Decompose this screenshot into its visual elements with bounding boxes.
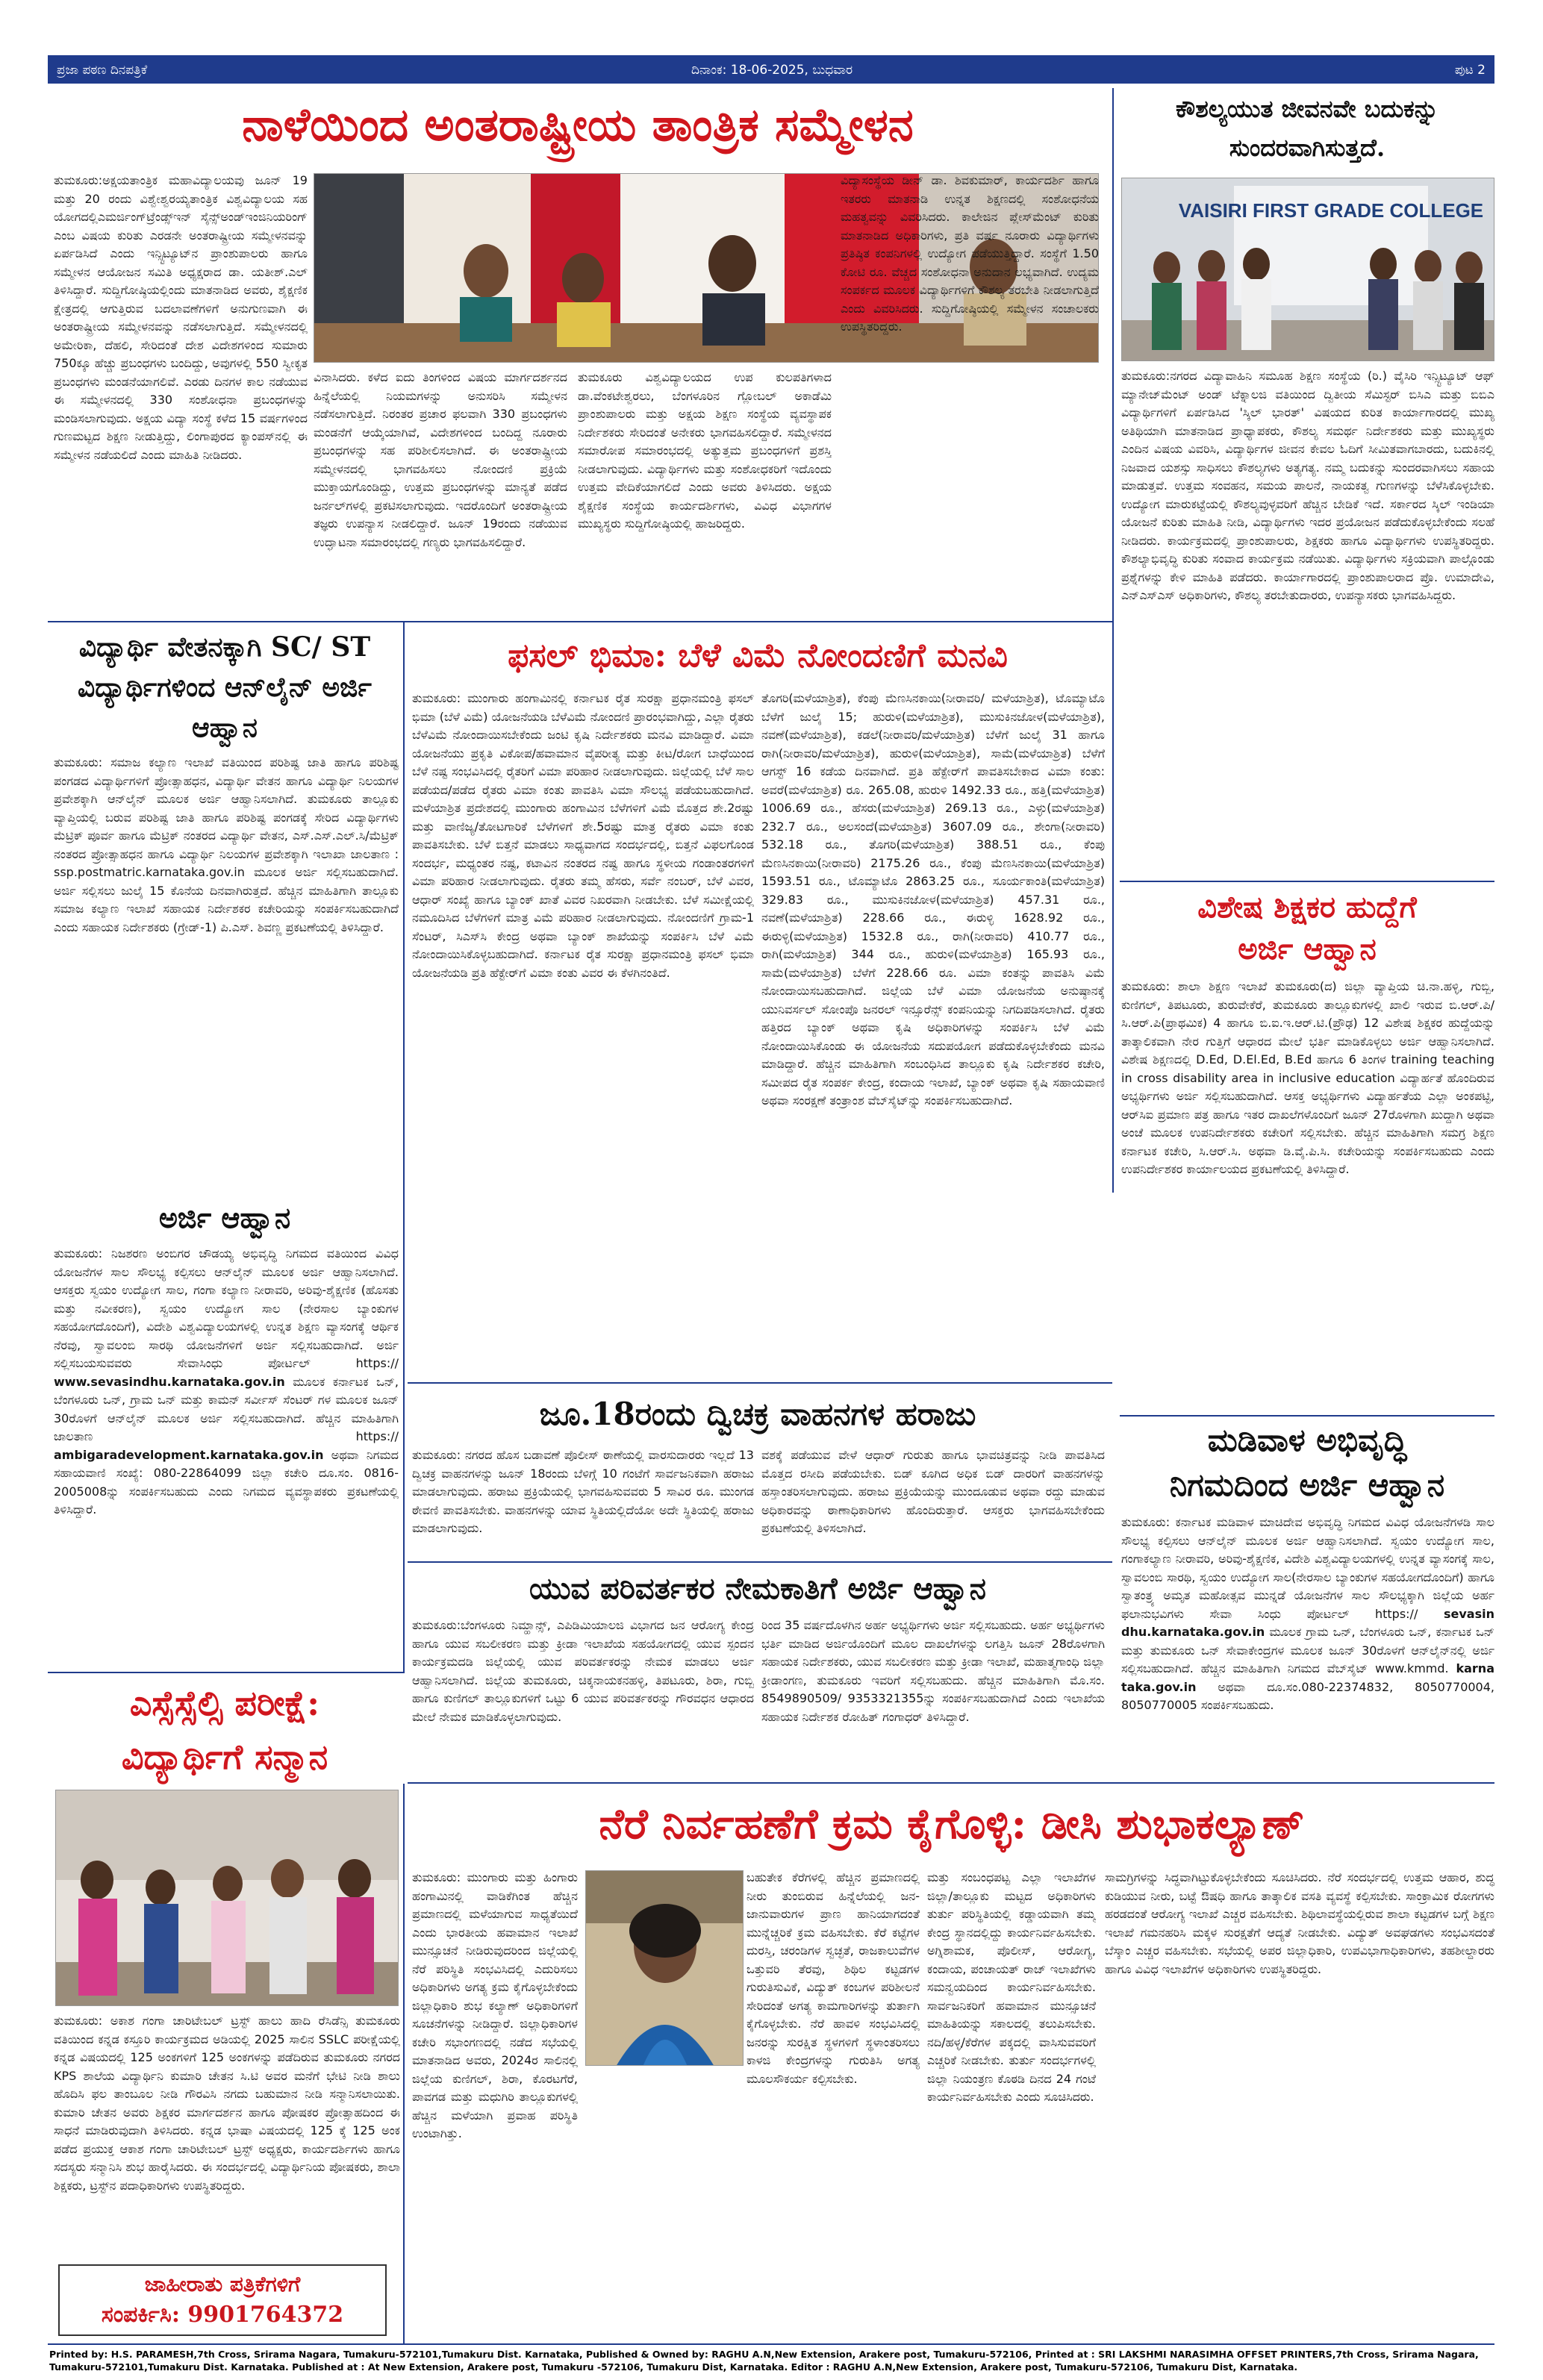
ambiga-text-c: ಅಥವಾ ನಿಗಮದ ಸಹಾಯವಾಣಿ ಸಂಖ್ಯೆ: 080-22864099 ಜಿಲ್ಲಾ ಕಚೇರಿ ದೂ.ಸಂ. 0816-2005008ನ್ನು ಸಂಪರ್ಕಿಸಬಹುದು ಎಂದು ನಿಗಮದ ವ್ಯವಸ್ಥಾಪಕರು ಪ್ರಕಟಣೆಯಲ್ಲಿ ತಿಳಿಸಿದ್ದಾರೆ.: [54, 1447, 399, 1517]
skills-photo: [1121, 178, 1494, 361]
ambiga-text-a: ತುಮಕೂರು: ನಿಜಶರಣ ಅಂಬಿಗರ ಚೌಡಯ್ಯ ಅಭಿವೃದ್ಧಿ ನಿಗಮದ ವತಿಯಿಂದ ವಿವಿಧ ಯೋಜನೆಗಳ ಸಾಲ ಸೌಲಭ್ಯ ಕಲ್ಪಿಸಲು ಆನ್‌ಲೈನ್ ಮೂಲಕ ಅರ್ಜಿ ಆಹ್ವಾನಿಸಲಾಗಿದೆ. ಆಸಕ್ತರು ಸ್ವಯಂ ಉದ್ಯೋಗ ಸಾಲ, ಗಂಗಾ ಕಲ್ಯಾಣ ನೀರಾವರಿ, ಅರಿವು-ಶೈಕ್ಷಣಿಕ (ಹೊಸತು ಮತ್ತು ನವೀಕರಣ), ಸ್ವಯಂ ಉದ್ಯೋಗ ಸಾಲ (ನೇರಸಾಲ ಬ್ಯಾಂಕುಗಳ ಸಹಯೋಗದೊಂದಿಗೆ), ವಿದೇಶಿ ವಿಶ್ವವಿದ್ಯಾಲಯಗಳಲ್ಲಿ ಉನ್ನತ ಶಿಕ್ಷಣ ವ್ಯಾಸಂಗಕ್ಕೆ ಆರ್ಥಿಕ ನೆರವು, ಸ್ವಾವಲಂಬಿ ಸಾರಥಿ ಯೋಜನೆಗಳಿಗೆ ಅರ್ಜಿ ಸಲ್ಲಿಸಬಹುದಾಗಿದೆ. ಅರ್ಜಿ ಸಲ್ಲಿಸಬಯಸುವವರು ಸೇವಾಸಿಂಧು ಪೋರ್ಟಲ್ https://: [54, 1246, 399, 1370]
banner-text: VAISIRI FIRST GRADE COLLEGE: [1178, 199, 1484, 222]
ad-line-1: ಜಾಹೀರಾತು ಪತ್ರಿಕೆಗಳಿಗೆ: [144, 2272, 301, 2296]
auction-col-2: ವಶಕ್ಕೆ ಪಡೆಯುವ ವೇಳೆ ಆಧಾರ್ ಗುರುತು ಹಾಗೂ ಭಾವಚಿತ್ರವನ್ನು ನೀಡಿ ಪಾವತಿಸಿದ ಮೊತ್ತದ ರಸೀದಿ ಪಡೆಯಬೇಕು. ಬಿಡ್ ಕೂಗಿದ ಅಧಿಕ ಬಿಡ್ ದಾರರಿಗೆ ವಾಹನಗಳನ್ನು ಹಸ್ತಾಂತರಿಸಲಾಗುವುದು. ಹರಾಜು ಪ್ರಕ್ರಿಯೆಯನ್ನು ಮುಂದೂಡುವ ಅಥವಾ ರದ್ದು ಮಾಡುವ ಅಧಿಕಾರವನ್ನು ಠಾಣಾಧಿಕಾರಿಗಳು ಹೊಂದಿರುತ್ತಾರೆ. ಆಸಕ್ತರು ಭಾಗವಹಿಸಬೇಕೆಂದು ಪ್ರಕಟಣೆಯಲ್ಲಿ ತಿಳಿಸಲಾಗಿದೆ.: [761, 1448, 1105, 1535]
section-rule: [1120, 881, 1494, 882]
auction-col-1: ತುಮಕೂರು: ನಗರದ ಹೊಸ ಬಡಾವಣೆ ಪೊಲೀಸ್ ಠಾಣೆಯಲ್ಲಿ ವಾರಸುದಾರರು ಇಲ್ಲದೆ 13 ದ್ವಿಚಕ್ರ ವಾಹನಗಳನ್ನು ಜೂನ್ 18ರಂದು ಬೆಳಿಗ್ಗೆ 10 ಗಂಟೆಗೆ ಸಾರ್ವಜನಿಕವಾಗಿ ಹರಾಜು ಮಾಡಲಾಗುವುದು. ಹರಾಜು ಪ್ರಕ್ರಿಯೆಯಲ್ಲಿ ಭಾಗವಹಿಸುವವರು 5 ಸಾವಿರ ರೂ. ಮುಂಗಡ ಠೇವಣಿ ಪಾವತಿಸಬೇಕು. ವಾಹನಗಳನ್ನು ಯಾವ ಸ್ಥಿತಿಯಲ್ಲಿದೆಯೋ ಅದೇ ಸ್ಥಿತಿಯಲ್ಲಿ ಹರಾಜು ಮಾಡಲಾಗುವುದು.: [412, 1448, 754, 1535]
madivala-url-2[interactable]: karna taka.gov.in: [1121, 1661, 1494, 1694]
sslc-body: ತುಮಕೂರು: ಅಕಾಶ ಗಂಗಾ ಚಾರಿಟೇಬಲ್ ಟ್ರಸ್ಟ್ ಹಾಲು ಹಾದಿ ರೆಸಿಡೆನ್ಸಿ ತುಮಕೂರು ವತಿಯಿಂದ ಕನ್ನಡ ಕಸ್ತೂರಿ ಕಾರ್ಯಕ್ರಮದ ಅಡಿಯಲ್ಲಿ 2025 ಸಾಲಿನ SSLC ಪರೀಕ್ಷೆಯಲ್ಲಿ ಕನ್ನಡ ವಿಷಯದಲ್ಲಿ 125 ಅಂಕಗಳಿಗೆ 125 ಅಂಕಗಳನ್ನು ಪಡೆದಿರುವ ತುಮಕೂರು ನಗರದ KPS ಶಾಲೆಯ ವಿದ್ಯಾರ್ಥಿನಿ ಕುಮಾರಿ ಚೇತನ ಸಿ.ಟಿ ಅವರ ಮನೆಗೆ ಭೇಟಿ ನೀಡಿ ಶಾಲು ಹೊದಿಸಿ ಫಲ ತಾಂಬೂಲ ನೀಡಿ ಗೌರವಿಸಿ ನಗದು ಬಹುಮಾನ ನೀಡಿ ಸನ್ಮಾನಿಸಲಾಯಿತು. ಕುಮಾರಿ ಚೇತನ ಅವರು ಶಿಕ್ಷಕರ ಮಾರ್ಗದರ್ಶನ ಹಾಗೂ ಪೋಷಕರ ಪ್ರೋತ್ಸಾಹದಿಂದ ಈ ಸಾಧನೆ ಮಾಡಿರುವುದಾಗಿ ತಿಳಿಸಿದರು. ಕನ್ನಡ ಭಾಷಾ ವಿಷಯದಲ್ಲಿ 125 ಕ್ಕೆ 125 ಅಂಕ ಪಡೆದ ಪ್ರಯುಕ್ತ ಆಕಾಶ ಗಂಗಾ ಚಾರಿಟೇಬಲ್ ಟ್ರಸ್ಟ್ ಅಧ್ಯಕ್ಷರು, ಕಾರ್ಯದರ್ಶಿಗಳು ಹಾಗೂ ಸದಸ್ಯರು ಸನ್ಮಾನಿಸಿ ಶುಭ ಹಾರೈಸಿದರು. ಈ ಸಂದರ್ಭದಲ್ಲಿ ವಿದ್ಯಾರ್ಥಿನಿಯ ಪೋಷಕರು, ಶಾಲಾ ಶಿಕ್ಷಕರು, ಟ್ರಸ್ಟ್‌ನ ಪದಾಧಿಕಾರಿಗಳು ಉಪಸ್ಥಿತರಿದ್ದರು.: [54, 2014, 400, 2193]
auction-headline: ಜೂ.18ರಂದು ದ್ವಿಚಕ್ರ ವಾಹನಗಳ ಹರಾಜು: [539, 1396, 976, 1432]
section-rule: [408, 1382, 1112, 1384]
flood-headline: ನೆರೆ ನಿರ್ವಹಣೆಗೆ ಕ್ರಮ ಕೈಗೊಳ್ಳಿ: ಡೀಸಿ ಶುಭಾಕಲ್ಯಾಣ್: [599, 1799, 1305, 1849]
madivala-url-1[interactable]: sevasin dhu.karnataka.gov.in: [1121, 1606, 1494, 1639]
college-event-image: [1122, 178, 1494, 361]
column-rule: [1112, 88, 1114, 1193]
section-rule: [48, 621, 1112, 622]
skills-body: ತುಮಕೂರು:ನಗರದ ವಿದ್ಯಾವಾಹಿನಿ ಸಮೂಹ ಶಿಕ್ಷಣ ಸಂಸ್ಥೆಯ (ರಿ.) ವೈಸಿರಿ ಇನ್ಸ್ಟಿಟ್ಯೂಟ್ ಆಫ್ ಮ್ಯಾನೇಜ್‌ಮೆಂಟ್ ಅಂಡ್ ಟೆಕ್ನಾಲಜಿ ವತಿಯಿಂದ ದ್ವಿತೀಯ ಸೆಮಿಸ್ಟರ್ ಬಿಸಿಎ ಮತ್ತು ಬಿಬಿಎ ವಿದ್ಯಾರ್ಥಿಗಳಿಗೆ ಏರ್ಪಡಿಸಿದ 'ಸ್ಕಿಲ್ ಭಾರತ್' ವಿಷಯದ ಕುರಿತ ಕಾರ್ಯಾಗಾರದಲ್ಲಿ ಮುಖ್ಯ ಅತಿಥಿಯಾಗಿ ಮಾತನಾಡಿದ ಪ್ರಾಧ್ಯಾಪಕರು, ಕೌಶಲ್ಯ ಸಮರ್ಥ ನಿರ್ದೇಶಕರು ಮತ್ತು ಮುಖ್ಯಸ್ಥರು ಎಂದಿನ ವಿಷಯ ವಿವರಿಸಿ, ವಿದ್ಯಾರ್ಥಿಗಳ ಜೀವನ ಕೇವಲ ಓದಿಗೆ ಸೀಮಿತವಾಗಬಾರದು, ಬದುಕಿನಲ್ಲಿ ನಿಜವಾದ ಯಶಸ್ಸು ಸಾಧಿಸಲು ಕೌಶಲ್ಯಗಳು ಅತ್ಯಗತ್ಯ. ನಮ್ಮ ಬದುಕನ್ನು ಸುಂದರವಾಗಿಸಲು ಸಹಾಯ ಮಾಡುತ್ತವೆ. ಉತ್ತಮ ಸಂವಹನ, ಸಮಯ ಪಾಲನೆ, ನಾಯಕತ್ವ ಗುಣಗಳನ್ನು ಬೆಳೆಸಿಕೊಳ್ಳಬೇಕು. ಉದ್ಯೋಗ ಮಾರುಕಟ್ಟೆಯಲ್ಲಿ ಕೌಶಲ್ಯವುಳ್ಳವರಿಗೆ ಹೆಚ್ಚಿನ ಬೇಡಿಕೆ ಇದೆ. ಸರ್ಕಾರದ ಸ್ಕಿಲ್ ಇಂಡಿಯಾ ಯೋಜನೆ ಕುರಿತು ಮಾಹಿತಿ ನೀಡಿ, ವಿದ್ಯಾರ್ಥಿಗಳು ಇದರ ಪ್ರಯೋಜನ ಪಡೆದುಕೊಳ್ಳಬೇಕೆಂದು ಸಲಹೆ ನೀಡಿದರು. ಕಾರ್ಯಕ್ರಮದಲ್ಲಿ ಪ್ರಾಂಶುಪಾಲರು, ಶಿಕ್ಷಕರು ಹಾಗೂ ವಿದ್ಯಾರ್ಥಿಗಳು ಉಪಸ್ಥಿತರಿದ್ದರು. ಕೌಶಲ್ಯಾಭಿವೃದ್ಧಿ ಕುರಿತು ಸಂವಾದ ಕಾರ್ಯಕ್ರಮ ನಡೆಯಿತು. ವಿದ್ಯಾರ್ಥಿಗಳು ಸಕ್ರಿಯವಾಗಿ ಪಾಲ್ಗೊಂಡು ಪ್ರಶ್ನೆಗಳನ್ನು ಕೇಳಿ ಮಾಹಿತಿ ಪಡೆದರು. ಕಾರ್ಯಾಗಾರದಲ್ಲಿ ಪ್ರಾಂಶುಪಾಲರಾದ ಪ್ರೊ. ಉಮಾದೇವಿ, ಎನ್‌ಎಸ್ಎಸ್ ಅಧಿಕಾರಿಗಳು, ಕೌಶಲ್ಯ ತರಬೇತುದಾರರು, ಉಪನ್ಯಾಸಕರು ಭಾಗವಹಿಸಿದ್ದರು.: [1121, 369, 1494, 602]
flood-col-2: ಬಹುತೇಕ ಕೆರೆಗಳಲ್ಲಿ ಹೆಚ್ಚಿನ ಪ್ರಮಾಣದಲ್ಲಿ ನೀರು ತುಂಬಿರುವ ಹಿನ್ನೆಲೆಯಲ್ಲಿ ಜನ-ಜಾನುವಾರುಗಳ ಪ್ರಾಣ ಹಾನಿಯಾಗದಂತೆ ಮುನ್ನೆಚ್ಚರಿಕೆ ಕ್ರಮ ವಹಿಸಬೇಕು. ಕೆರೆ ಕಟ್ಟೆಗಳ ದುರಸ್ತಿ, ಚರಂಡಿಗಳ ಸ್ವಚ್ಛತೆ, ರಾಜಕಾಲುವೆಗಳ ಒತ್ತುವರಿ ತೆರವು, ಶಿಥಿಲ ಕಟ್ಟಡಗಳ ಗುರುತಿಸುವಿಕೆ, ವಿದ್ಯುತ್ ಕಂಬಗಳ ಪರಿಶೀಲನೆ ಸೇರಿದಂತೆ ಅಗತ್ಯ ಕಾಮಗಾರಿಗಳನ್ನು ತುರ್ತಾಗಿ ಕೈಗೊಳ್ಳಬೇಕು. ನೆರೆ ಹಾವಳಿ ಸಂಭವಿಸಿದಲ್ಲಿ ಜನರನ್ನು ಸುರಕ್ಷಿತ ಸ್ಥಳಗಳಿಗೆ ಸ್ಥಳಾಂತರಿಸಲು ಕಾಳಜಿ ಕೇಂದ್ರಗಳನ್ನು ಗುರುತಿಸಿ ಅಗತ್ಯ ಮೂಲಸೌಕರ್ಯ ಕಲ್ಪಿಸಬೇಕು.: [746, 1870, 920, 2086]
paper-name: ಪ್ರಜಾ ಪಠಣ ದಿನಪತ್ರಿಕೆ: [57, 63, 148, 78]
madivala-headline-1: ಮಡಿವಾಳ ಅಭಿವೃದ್ಧಿ: [1207, 1422, 1407, 1458]
issue-date: ದಿನಾಂಕ: 18-06-2025, ಬುಧವಾರ: [691, 63, 853, 78]
fasal-col-2: ತೊಗರಿ(ಮಳೆಯಾಶ್ರಿತ), ಕೆಂಪು ಮೆಣಸಿನಕಾಯಿ(ನೀರಾವರಿ/ ಮಳೆಯಾಶ್ರಿತ), ಟೊಮ್ಯಾಟೊ ಬೆಳೆಗೆ ಜುಲೈ 15; ಹುರುಳಿ(ಮಳೆಯಾಶ್ರಿತ), ಮುಸುಕಿನಜೋಳ(ಮಳೆಯಾಶ್ರಿತ), ನವಣೆ(ಮಳೆಯಾಶ್ರಿತ), ಕಡಲೆ(ನೀರಾವರಿ/ಮಳೆಯಾಶ್ರಿತ) ಬೆಳೆಗೆ ಜುಲೈ 31 ಹಾಗೂ ರಾಗಿ(ನೀರಾವರಿ/ಮಳೆಯಾಶ್ರಿತ), ಹುರುಳಿ(ಮಳೆಯಾಶ್ರಿತ), ಸಾಮೆ(ಮಳೆಯಾಶ್ರಿತ) ಬೆಳೆಗೆ ಆಗಸ್ಟ್ 16 ಕಡೆಯ ದಿನವಾಗಿದೆ. ಪ್ರತಿ ಹೆಕ್ಟೇರ್‌ಗೆ ಪಾವತಿಸಬೇಕಾದ ವಿಮಾ ಕಂತು: ಅವರೆ(ಮಳೆಯಾಶ್ರಿತ) ರೂ. 265.08, ಹುರುಳಿ 1492.33 ರೂ., ಹತ್ತಿ(ಮಳೆಯಾಶ್ರಿತ) 1006.69 ರೂ., ಹೆಸರು(ಮಳೆಯಾಶ್ರಿತ) 269.13 ರೂ., ಎಳ್ಳು(ಮಳೆಯಾಶ್ರಿತ) 232.7 ರೂ., ಅಲಸಂದೆ(ಮಳೆಯಾಶ್ರಿತ) 3607.09 ರೂ., ಶೇಂಗಾ(ನೀರಾವರಿ) 532.18 ರೂ., ತೊಗರಿ(ಮಳೆಯಾಶ್ರಿತ) 388.51 ರೂ., ಕೆಂಪು ಮೆಣಸಿನಕಾಯಿ(ನೀರಾವರಿ) 2175.26 ರೂ., ಕೆಂಪು ಮೆಣಸಿನಕಾಯಿ(ಮಳೆಯಾಶ್ರಿತ) 1593.51 ರೂ., ಟೊಮ್ಯಾಟೊ 2863.25 ರೂ., ಸೂರ್ಯಕಾಂತಿ(ಮಳೆಯಾಶ್ರಿತ) 329.83 ರೂ., ಮುಸುಕಿನಜೋಳ(ಮಳೆಯಾಶ್ರಿತ) 457.31 ರೂ., ನವಣೆ(ಮಳೆಯಾಶ್ರಿತ) 228.66 ರೂ., ಈರುಳ್ಳಿ 1628.92 ರೂ., ಈರುಳ್ಳಿ(ಮಳೆಯಾಶ್ರಿತ) 1532.8 ರೂ., ರಾಗಿ(ನೀರಾವರಿ) 410.77 ರೂ., ರಾಗಿ(ಮಳೆಯಾಶ್ರಿತ) 344 ರೂ., ಹುರುಳಿ(ಮಳೆಯಾಶ್ರಿತ) 165.93 ರೂ., ಸಾಮೆ(ಮಳೆಯಾಶ್ರಿತ) ಬೆಳೆಗೆ 228.66 ರೂ. ವಿಮಾ ಕಂತನ್ನು ಪಾವತಿಸಿ ವಿಮೆ ನೋಂದಾಯಿಸಬಹುದಾಗಿದೆ. ಜಿಲ್ಲೆಯ ಬೆಳೆ ವಿಮಾ ಯೋಜನೆಯ ಅನುಷ್ಠಾನಕ್ಕೆ ಯುನಿವರ್ಸಲ್ ಸೋಂಪೊ ಜನರಲ್ ಇನ್ಸೂರೆನ್ಸ್ ಕಂಪನಿಯನ್ನು ನಿಗದಿಪಡಿಸಲಾಗಿದೆ. ರೈತರು ಹತ್ತಿರದ ಬ್ಯಾಂಕ್ ಅಥವಾ ಕೃಷಿ ಅಧಿಕಾರಿಗಳನ್ನು ಸಂಪರ್ಕಿಸಿ ಬೆಳೆ ವಿಮೆ ನೋಂದಾಯಿಸಿಕೊಂಡು ಈ ಯೋಜನೆಯ ಸದುಪಯೋಗ ಪಡೆದುಕೊಳ್ಳಬೇಕೆಂದು ಮನವಿ ಮಾಡಿದ್ದಾರೆ. ಹೆಚ್ಚಿನ ಮಾಹಿತಿಗಾಗಿ ಸಂಬಂಧಿಸಿದ ತಾಲ್ಲೂಕು ಕೃಷಿ ನಿರ್ದೇಶಕರ ಕಚೇರಿ, ಸಮೀಪದ ರೈತ ಸಂಪರ್ಕ ಕೇಂದ್ರ, ಕಂದಾಯ ಇಲಾಖೆ, ಬ್ಯಾಂಕ್ ಅಥವಾ ಕೃಷಿ ಸಹಾಯವಾಣಿ ಅಥವಾ ಸಂರಕ್ಷಣೆ ತಂತ್ರಾಂಶ ವೆಬ್‌ಸೈಟ್‌ನ್ನು ಸಂಪರ್ಕಿಸಬಹುದಾಗಿದೆ.: [761, 691, 1105, 1108]
madivala-text-a: ತುಮಕೂರು: ಕರ್ನಾಟಕ ಮಡಿವಾಳ ಮಾಚಿದೇವ ಅಭಿವೃದ್ಧಿ ನಿಗಮದ ವಿವಿಧ ಯೋಜನೆಗಳಡಿ ಸಾಲ ಸೌಲಭ್ಯ ಕಲ್ಪಿಸಲು ಆನ್‌ಲೈನ್ ಮೂಲಕ ಅರ್ಜಿ ಆಹ್ವಾನಿಸಲಾಗಿದೆ. ಸ್ವಯಂ ಉದ್ಯೋಗ ಸಾಲ, ಗಂಗಾಕಲ್ಯಾಣ ನೀರಾವರಿ, ಅರಿವು-ಶೈಕ್ಷಣಿಕ, ವಿದೇಶಿ ವಿಶ್ವವಿದ್ಯಾಲಯಗಳಲ್ಲಿ ಉನ್ನತ ವ್ಯಾಸಂಗಕ್ಕೆ ಸಾಲ, ಸ್ವಾವಲಂಬಿ ಸಾರಥಿ, ಸ್ವಯಂ ಉದ್ಯೋಗ ಸಾಲ(ನೇರಸಾಲ ಬ್ಯಾಂಕುಗಳ ಸಹಯೋಗದೊಂದಿಗೆ) ಹಾಗೂ ಸ್ವಾತಂತ್ರ್ಯ ಅಮೃತ ಮಹೋತ್ಸವ ಮುನ್ನಡೆ ಯೋಜನೆಗಳ ಸಾಲ ಸೌಲಭ್ಯಕ್ಕಾಗಿ ಜಿಲ್ಲೆಯ ಅರ್ಹ ಫಲಾನುಭವಿಗಳು ಸೇವಾ ಸಿಂಧು ಪೋರ್ಟಲ್ https://: [1121, 1515, 1494, 1621]
felicitation-image: [56, 1790, 399, 2006]
conference-col-3: ತುಮಕೂರು ವಿಶ್ವವಿದ್ಯಾಲಯದ ಉಪ ಕುಲಪತಿಗಳಾದ ಡಾ.ವೆಂಕಟೇಶ್ವರಲು, ಬೆಂಗಳೂರಿನ ಗ್ಲೋಬಲ್ ಅಕಾಡೆಮಿ ಪ್ರಾಂಶುಪಾಲರು ಮತ್ತು ಅಕ್ಷಯ ಶಿಕ್ಷಣ ಸಂಸ್ಥೆಯ ವ್ಯವಸ್ಥಾಪಕ ನಿರ್ದೇಶಕರು ಸೇರಿದಂತೆ ಅನೇಕರು ಭಾಗವಹಿಸಲಿದ್ದಾರೆ. ಸಮ್ಮೇಳನದ ಸಮಾರೋಪ ಸಮಾರಂಭದಲ್ಲಿ ಅತ್ಯುತ್ತಮ ಪ್ರಬಂಧಗಳಿಗೆ ಪ್ರಶಸ್ತಿ ನೀಡಲಾಗುವುದು. ವಿದ್ಯಾರ್ಥಿಗಳು ಮತ್ತು ಸಂಶೋಧಕರಿಗೆ ಇದೊಂದು ಉತ್ತಮ ವೇದಿಕೆಯಾಗಲಿದೆ ಎಂದು ಅವರು ತಿಳಿಸಿದರು. ಅಕ್ಷಯ ಶೈಕ್ಷಣಿಕ ಸಂಸ್ಥೆಯ ಕಾರ್ಯದರ್ಶಿಗಳು, ವಿವಿಧ ವಿಭಾಗಗಳ ಮುಖ್ಯಸ್ಥರು ಸುದ್ದಿಗೋಷ್ಠಿಯಲ್ಲಿ ಹಾಜರಿದ್ದರು.: [578, 370, 832, 531]
sslc-headline-2: ವಿದ್ಯಾರ್ಥಿಗೆ ಸನ್ಮಾನ: [121, 1737, 328, 1777]
section-rule: [48, 1672, 405, 1673]
column-rule: [403, 1784, 405, 2343]
teacher-headline-1: ವಿಶೇಷ ಶಿಕ್ಷಕರ ಹುದ್ದೆಗೆ: [1197, 890, 1417, 925]
flood-col-4: ಸಾಮಗ್ರಿಗಳನ್ನು ಸಿದ್ಧವಾಗಿಟ್ಟುಕೊಳ್ಳಬೇಕೆಂದು ಸೂಚಿಸಿದರು. ನೆರೆ ಸಂದರ್ಭದಲ್ಲಿ ಉತ್ತಮ ಆಹಾರ, ಶುದ್ಧ ಕುಡಿಯುವ ನೀರು, ಬಟ್ಟೆ ಔಷಧಿ ಹಾಗೂ ತಾತ್ಕಾಲಿಕ ವಸತಿ ವ್ಯವಸ್ಥೆ ಕಲ್ಪಿಸಬೇಕು. ಸಾಂಕ್ರಾಮಿಕ ರೋಗಗಳು ಹರಡದಂತೆ ಆರೋಗ್ಯ ಇಲಾಖೆ ಎಚ್ಚರ ವಹಿಸಬೇಕು. ಶಿಥಿಲಾವಸ್ಥೆಯಲ್ಲಿರುವ ಶಾಲಾ ಕಟ್ಟಡಗಳ ಬಗ್ಗೆ ಶಿಕ್ಷಣ ಇಲಾಖೆ ಗಮನಹರಿಸಿ ಮಕ್ಕಳ ಸುರಕ್ಷತೆಗೆ ಆದ್ಯತೆ ನೀಡಬೇಕು. ವಿದ್ಯುತ್ ಅವಘಡಗಳು ಸಂಭವಿಸದಂತೆ ಬೆಸ್ಕಾಂ ಎಚ್ಚರ ವಹಿಸಬೇಕು. ಸಭೆಯಲ್ಲಿ ಅಪರ ಜಿಲ್ಲಾಧಿಕಾರಿ, ಉಪವಿಭಾಗಾಧಿಕಾರಿಗಳು, ತಹಶೀಲ್ದಾರರು ಹಾಗೂ ವಿವಿಧ ಇಲಾಖೆಗಳ ಅಧಿಕಾರಿಗಳು ಉಪಸ್ಥಿತರಿದ್ದರು.: [1105, 1870, 1494, 1976]
masthead-bar: [48, 55, 1494, 84]
column-rule: [403, 621, 405, 1673]
fasal-headline: ಫಸಲ್ ಭಿಮಾ: ಬೆಳೆ ವಿಮೆ ನೋಂದಣಿಗೆ ಮನವಿ: [508, 637, 1008, 675]
section-rule: [408, 1782, 1494, 1784]
conference-col-1: ತುಮಕೂರು:ಅಕ್ಷಯತಾಂತ್ರಿಕ ಮಹಾವಿದ್ಯಾಲಯವು ಜೂನ್ 19 ಮತ್ತು 20 ರಂದು ವಿಶ್ವೇಶ್ವರಯ್ಯತಾಂತ್ರಿಕ ವಿಶ್ವವಿದ್ಯಾಲಯ ಸಹ ಯೋಗದಲ್ಲಿಎಮರ್ಜಿಂಗ್‌ಟ್ರೆಂಡ್ಸ್‌ಇನ್ ಸೈನ್ಸ್‌ಅಂಡ್‌ಇಂಜಿನಿಯರಿಂಗ್ ಎಂಬ ವಿಷಯ ಕುರಿತು ಎರಡನೇ ಅಂತರಾಷ್ಟ್ರೀಯ ಸಮ್ಮೇಳನವನ್ನು ಏರ್ಪಡಿಸಿದೆ ಎಂದು ಇನ್ಸ್ಟಿಟ್ಯೂಟ್‌ನ ಪ್ರಾಂಶುಪಾಲರು ಹಾಗೂ ಸಮ್ಮೇಳನ ಆಯೋಜನ ಸಮಿತಿ ಅಧ್ಯಕ್ಷರಾದ ಡಾ. ಯತೀಶ್.ಎಲ್ ತಿಳಿಸಿದ್ದಾರೆ. ಸುದ್ದಿಗೋಷ್ಠಿಯಲ್ಲಿಂದು ಮಾತನಾಡಿದ ಅವರು, ಶೈಕ್ಷಣಿಕ ಕ್ಷೇತ್ರದಲ್ಲಿ ಆಗುತ್ತಿರುವ ಬದಲಾವಣೆಗಳಿಗೆ ಅನುಗುಣವಾಗಿ ಈ ಅಂತರಾಷ್ಟ್ರೀಯ ಸಮ್ಮೇಳನವನ್ನು ನಡೆಸಲಾಗುತ್ತಿದೆ. ಸಮ್ಮೇಳನದಲ್ಲಿ ಅಮೇರಿಕಾ, ದೆಹಲಿ, ಸೇರಿದಂತೆ ದೇಶ ವಿದೇಶಗಳಿಂದ ಸುಮಾರು 750ಕ್ಕೂ ಹೆಚ್ಚು ಪ್ರಬಂಧಗಳು ಬಂದಿದ್ದು, ಅವುಗಳಲ್ಲಿ 550 ಸ್ವೀಕೃತ ಪ್ರಬಂಧಗಳು ಮಂಡನೆಯಾಗಲಿವೆ. ಎರಡು ದಿನಗಳ ಕಾಲ ನಡೆಯುವ ಈ ಸಮ್ಮೇಳನದಲ್ಲಿ 330 ಸಂಶೋಧನಾ ಪ್ರಬಂಧಗಳನ್ನು ಮಂಡಿಸಲಾಗುವುದು. ಅಕ್ಷಯ ವಿದ್ಯಾ ಸಂಸ್ಥೆ ಕಳೆದ 15 ವರ್ಷಗಳಿಂದ ಗುಣಮಟ್ಟದ ಶಿಕ್ಷಣ ನೀಡುತ್ತಿದ್ದು, ಲಿಂಗಾಪುರದ ಕ್ಯಾಂಪಸ್‌ನಲ್ಲಿ ಈ ಸಮ್ಮೇಳನ ನಡೆಯಲಿದೆ ಎಂದು ಮಾಹಿತಿ ನೀಡಿದರು.: [54, 173, 308, 462]
scst-headline: ವಿದ್ಯಾರ್ಥಿ ವೇತನಕ್ಕಾಗಿ SC/ ST ವಿದ್ಯಾರ್ಥಿಗಳಿಂದ ಆನ್‌ಲೈನ್ ಅರ್ಜಿ ಆಹ್ವಾನ: [78, 631, 372, 743]
fasal-col-1: ತುಮಕೂರು: ಮುಂಗಾರು ಹಂಗಾಮಿನಲ್ಲಿ ಕರ್ನಾಟಕ ರೈತ ಸುರಕ್ಷಾ ಪ್ರಧಾನಮಂತ್ರಿ ಫಸಲ್ ಭಿಮಾ (ಬೆಳೆ ವಿಮೆ) ಯೋಜನೆಯಡಿ ಬೆಳೆವಿಮೆ ನೋಂದಣಿ ಪ್ರಾರಂಭವಾಗಿದ್ದು, ಎಲ್ಲಾ ರೈತರು ಬೆಳೆವಿಮೆ ನೋಂದಾಯಿಸಬೇಕೆಂದು ಜಂಟಿ ಕೃಷಿ ನಿರ್ದೇಶಕರು ಮನವಿ ಮಾಡಿದ್ದಾರೆ. ವಿಮಾ ಯೋಜನೆಯು ಪ್ರಕೃತಿ ವಿಕೋಪ/ಹವಾಮಾನ ವೈಪರೀತ್ಯ ಮತ್ತು ಕೀಟ/ರೋಗ ಬಾಧೆಯಿಂದ ಬೆಳೆ ನಷ್ಟ ಸಂಭವಿಸಿದಲ್ಲಿ ರೈತರಿಗೆ ವಿಮಾ ಪರಿಹಾರ ನೀಡಲಾಗುವುದು. ಜಿಲ್ಲೆಯಲ್ಲಿ ಬೆಳೆ ಸಾಲ ಪಡೆಯದ/ಪಡೆದ ರೈತರು ವಿಮಾ ಕಂತು ಪಾವತಿಸಿ ವಿಮಾ ಸೌಲಭ್ಯ ಪಡೆಯಬಹುದಾಗಿದೆ. ಮಳೆಯಾಶ್ರಿತ ಪ್ರದೇಶದಲ್ಲಿ ಮುಂಗಾರು ಹಂಗಾಮಿನ ಬೆಳೆಗಳಿಗೆ ವಿಮೆ ಮೊತ್ತದ ಶೇ.2ರಷ್ಟು ಮತ್ತು ವಾಣಿಜ್ಯ/ತೋಟಗಾರಿಕೆ ಬೆಳೆಗಳಿಗೆ ಶೇ.5ರಷ್ಟು ಮಾತ್ರ ರೈತರು ವಿಮಾ ಕಂತು ಪಾವತಿಸಬೇಕು. ಬೆಳೆ ಬಿತ್ತನೆ ಮಾಡಲು ಸಾಧ್ಯವಾಗದ ಸಂದರ್ಭದಲ್ಲಿ, ಬಿತ್ತನೆ ವಿಫಲಗೊಂಡ ಸಂದರ್ಭ, ಮಧ್ಯಂತರ ನಷ್ಟ, ಕಟಾವಿನ ನಂತರದ ನಷ್ಟ ಹಾಗೂ ಸ್ಥಳೀಯ ಗಂಡಾಂತರಗಳಿಗೆ ವಿಮಾ ಪರಿಹಾರ ನೀಡಲಾಗುವುದು. ರೈತರು ತಮ್ಮ ಹೆಸರು, ಸರ್ವೆ ನಂಬರ್, ಬೆಳೆ ವಿವರ, ಆಧಾರ್ ಸಂಖ್ಯೆ ಹಾಗೂ ಬ್ಯಾಂಕ್ ಖಾತೆ ವಿವರ ನಿಖರವಾಗಿ ನೀಡಬೇಕು. ಬೆಳೆ ಸಮೀಕ್ಷೆಯಲ್ಲಿ ನಮೂದಿಸಿದ ಬೆಳೆಗಳಿಗೆ ಮಾತ್ರ ವಿಮೆ ಪರಿಹಾರ ನೀಡಲಾಗುವುದು. ನೋಂದಣಿಗೆ ಗ್ರಾಮ-1 ಸೆಂಟರ್, ಸಿಎಸ್‌ಸಿ ಕೇಂದ್ರ ಅಥವಾ ಬ್ಯಾಂಕ್ ಶಾಖೆಯನ್ನು ಸಂಪರ್ಕಿಸಿ ಬೆಳೆ ವಿಮೆ ನೋಂದಾಯಿಸಿಕೊಳ್ಳಬಹುದಾಗಿದೆ. ಕರ್ನಾಟಕ ರೈತ ಸುರಕ್ಷಾ ಪ್ರಧಾನಮಂತ್ರಿ ಫಸಲ್ ಭಿಮಾ ಯೋಜನೆಯಡಿ ಪ್ರತಿ ಹೆಕ್ಟೇರ್‌ಗೆ ವಿಮಾ ಕಂತು ವಿವರ ಈ ಕೆಳಗಿನಂತಿದೆ.: [412, 691, 754, 980]
sslc-photo: [55, 1790, 399, 2006]
ambiga-url-2[interactable]: ambigaradevelopment.karnataka.gov.in: [54, 1447, 324, 1462]
footer-rule: [48, 2343, 1494, 2345]
conference-col-4: ವಿದ್ಯಾಸಂಸ್ಥೆಯ ಡೀನ್ ಡಾ. ಶಿವಕುಮಾರ್, ಕಾರ್ಯದರ್ಶಿ ಹಾಗೂ ಇತರರು ಮಾತನಾಡಿ ಉನ್ನತ ಶಿಕ್ಷಣದಲ್ಲಿ ಸಂಶೋಧನೆಯ ಮಹತ್ವವನ್ನು ವಿವರಿಸಿದರು. ಕಾಲೇಜಿನ ಪ್ಲೇಸ್‌ಮೆಂಟ್ ಕುರಿತು ಮಾತನಾಡಿದ ಅಧಿಕಾರಿಗಳು, ಪ್ರತಿ ವರ್ಷ ನೂರಾರು ವಿದ್ಯಾರ್ಥಿಗಳು ಪ್ರತಿಷ್ಠಿತ ಕಂಪನಿಗಳಲ್ಲಿ ಉದ್ಯೋಗ ಪಡೆಯುತ್ತಿದ್ದಾರೆ. ಸಂಸ್ಥೆಗೆ 1.50 ಕೋಟಿ ರೂ. ವೆಚ್ಚದ ಸಂಶೋಧನಾ ಅನುದಾನ ಲಭ್ಯವಾಗಿದೆ. ಉದ್ಯಮ ಸಂಪರ್ಕದ ಮೂಲಕ ವಿದ್ಯಾರ್ಥಿಗಳಿಗೆ ಕೌಶಲ್ಯ ತರಬೇತಿ ನೀಡಲಾಗುತ್ತಿದೆ ಎಂದು ವಿವರಿಸಿದರು. ಸುದ್ದಿಗೋಷ್ಠಿಯಲ್ಲಿ ಸಮ್ಮೇಳನ ಸಂಚಾಲಕರು ಉಪಸ್ಥಿತರಿದ್ದರು.: [841, 173, 1099, 334]
flood-col-3: ಮತ್ತು ಸಂಬಂಧಪಟ್ಟ ಎಲ್ಲಾ ಇಲಾಖೆಗಳ ಜಿಲ್ಲಾ/ತಾಲ್ಲೂಕು ಮಟ್ಟದ ಅಧಿಕಾರಿಗಳು ತುರ್ತು ಪರಿಸ್ಥಿತಿಯಲ್ಲಿ ಕಡ್ಡಾಯವಾಗಿ ತಮ್ಮ ಕೇಂದ್ರ ಸ್ಥಾನದಲ್ಲಿದ್ದು ಕಾರ್ಯನಿರ್ವಹಿಸಬೇಕು. ಅಗ್ನಿಶಾಮಕ, ಪೊಲೀಸ್, ಆರೋಗ್ಯ, ಕಂದಾಯ, ಪಂಚಾಯತ್ ರಾಜ್ ಇಲಾಖೆಗಳು ಸಮನ್ವಯದಿಂದ ಕಾರ್ಯನಿರ್ವಹಿಸಬೇಕು. ಸಾರ್ವಜನಿಕರಿಗೆ ಹವಾಮಾನ ಮುನ್ಸೂಚನೆ ಮಾಹಿತಿಯನ್ನು ಸಕಾಲದಲ್ಲಿ ತಲುಪಿಸಬೇಕು. ನದಿ/ಹಳ್ಳ/ಕೆರೆಗಳ ಪಕ್ಕದಲ್ಲಿ ವಾಸಿಸುವವರಿಗೆ ಎಚ್ಚರಿಕೆ ನೀಡಬೇಕು. ತುರ್ತು ಸಂದರ್ಭಗಳಲ್ಲಿ ಜಿಲ್ಲಾ ನಿಯಂತ್ರಣ ಕೊಠಡಿ ದಿನದ 24 ಗಂಟೆ ಕಾರ್ಯನಿರ್ವಹಿಸಬೇಕು ಎಂದು ಸೂಚಿಸಿದರು.: [927, 1870, 1096, 2104]
advertisement-box: [58, 2264, 387, 2336]
ad-line-2[interactable]: ಸಂಪರ್ಕಿಸಿ: 9901764372: [101, 2302, 344, 2328]
conference-col-2: ವಿನಾಸಿದರು. ಕಳೆದ ಐದು ತಿಂಗಳಿಂದ ವಿಷಯ ಮಾರ್ಗದರ್ಶನದ ಹಿನ್ನೆಲೆಯಲ್ಲಿ ನಿಯಮಗಳನ್ನು ಅನುಸರಿಸಿ ಸಮ್ಮೇಳನ ನಡೆಸಲಾಗುತ್ತಿದೆ. ನಿರಂತರ ಪ್ರಚಾರ ಫಲವಾಗಿ 330 ಪ್ರಬಂಧಗಳು ಮಂಡನೆಗೆ ಆಯ್ಕೆಯಾಗಿವೆ, ವಿದೇಶಗಳಿಂದ ಬಂದಿದ್ದ ನೂರಾರು ಪ್ರಬಂಧಗಳನ್ನು ಸಹ ಪರಿಶೀಲಿಸಲಾಗಿದೆ. ಈ ಅಂತರಾಷ್ಟ್ರೀಯ ಸಮ್ಮೇಳನದಲ್ಲಿ ಭಾಗವಹಿಸಲು ನೋಂದಣಿ ಪ್ರಕ್ರಿಯೆ ಮುಕ್ತಾಯಗೊಂಡಿದ್ದು, ಉತ್ತಮ ಪ್ರಬಂಧಗಳನ್ನು ಮಾನ್ಯತೆ ಪಡೆದ ಜರ್ನಲ್‌ಗಳಲ್ಲಿ ಪ್ರಕಟಿಸಲಾಗುವುದು. ಇದರೊಂದಿಗೆ ಅಂತರಾಷ್ಟ್ರೀಯ ತಜ್ಞರು ಉಪನ್ಯಾಸ ನೀಡಲಿದ್ದಾರೆ. ಜೂನ್ 19ರಂದು ನಡೆಯುವ ಉದ್ಘಾಟನಾ ಸಮಾರಂಭದಲ್ಲಿ ಗಣ್ಯರು ಭಾಗವಹಿಸಲಿದ್ದಾರೆ.: [314, 370, 567, 549]
ambiga-body: [54, 1245, 399, 1669]
sslc-headline-1: ಎಸ್ಸೆಸ್ಸೆಲ್ಸಿ ಪರೀಕ್ಷೆ:: [129, 1683, 320, 1723]
youth-col-2: ರಿಂದ 35 ವರ್ಷದೊಳಗಿನ ಅರ್ಹ ಅಭ್ಯರ್ಥಿಗಳು ಅರ್ಜಿ ಸಲ್ಲಿಸಬಹುದು. ಅರ್ಹ ಅಭ್ಯರ್ಥಿಗಳು ಭರ್ತಿ ಮಾಡಿದ ಅರ್ಜಿಯೊಂದಿಗೆ ಮೂಲ ದಾಖಲೆಗಳನ್ನು ಲಗತ್ತಿಸಿ ಜೂನ್ 28ರೊಳಗಾಗಿ ಸಹಾಯಕ ನಿರ್ದೇಶಕರು, ಯುವ ಸಬಲೀಕರಣ ಮತ್ತು ಕ್ರೀಡಾ ಇಲಾಖೆ, ಮಹಾತ್ಮಗಾಂಧಿ ಜಿಲ್ಲಾ ಕ್ರೀಡಾಂಗಣ, ತುಮಕೂರು ಇವರಿಗೆ ಸಲ್ಲಿಸಬಹುದು. ಹೆಚ್ಚಿನ ಮಾಹಿತಿಗಾಗಿ ಮೊ.ಸಂ. 8549890509/ 9353321355ನ್ನು ಸಂಪರ್ಕಿಸಬಹುದಾಗಿದೆ ಎಂದು ಇಲಾಖೆಯ ಸಹಾಯಕ ನಿರ್ದೇಶಕ ರೋಹಿತ್ ಗಂಗಾಧರ್ ತಿಳಿಸಿದ್ದಾರೆ.: [761, 1618, 1105, 1724]
scst-body: ತುಮಕೂರು: ಸಮಾಜ ಕಲ್ಯಾಣ ಇಲಾಖೆ ವತಿಯಿಂದ ಪರಿಶಿಷ್ಟ ಜಾತಿ ಹಾಗೂ ಪರಿಶಿಷ್ಟ ಪಂಗಡದ ವಿದ್ಯಾರ್ಥಿಗಳಿಗೆ ಪ್ರೋತ್ಸಾಹಧನ, ವಿದ್ಯಾರ್ಥಿ ವೇತನ ಹಾಗೂ ವಿದ್ಯಾರ್ಥಿ ನಿಲಯಗಳ ಪ್ರವೇಶಕ್ಕಾಗಿ ಆನ್‌ಲೈನ್ ಮೂಲಕ ಅರ್ಜಿ ಆಹ್ವಾನಿಸಲಾಗಿದೆ. ತುಮಕೂರು ತಾಲ್ಲೂಕು ವ್ಯಾಪ್ತಿಯಲ್ಲಿ ಬರುವ ಪರಿಶಿಷ್ಟ ಜಾತಿ ಹಾಗೂ ಪರಿಶಿಷ್ಟ ಪಂಗಡಕ್ಕೆ ಸೇರಿದ ವಿದ್ಯಾರ್ಥಿಗಳು ಮೆಟ್ರಿಕ್ ಪೂರ್ವ ಹಾಗೂ ಮೆಟ್ರಿಕ್ ನಂತರದ ವಿದ್ಯಾರ್ಥಿ ವೇತನ, ಎಸ್.ಎಸ್.ಎಲ್.ಸಿ/ಮೆಟ್ರಿಕ್ ನಂತರದ ಪ್ರೋತ್ಸಾಹಧನ ಹಾಗೂ ವಿದ್ಯಾರ್ಥಿ ನಿಲಯಗಳ ಪ್ರವೇಶಕ್ಕಾಗಿ ಇಲಾಖಾ ಜಾಲತಾಣ : ssp.postmatric.karnataka.gov.in ಮೂಲಕ ಅರ್ಜಿ ಸಲ್ಲಿಸಬಹುದಾಗಿದೆ. ಅರ್ಜಿ ಸಲ್ಲಿಸಲು ಜುಲೈ 15 ಕೊನೆಯ ದಿನವಾಗಿರುತ್ತದೆ. ಹೆಚ್ಚಿನ ಮಾಹಿತಿಗಾಗಿ ತಾಲ್ಲೂಕು ಸಮಾಜ ಕಲ್ಯಾಣ ಇಲಾಖೆ ಸಹಾಯಕ ನಿರ್ದೇಶಕರ ಕಚೇರಿಯನ್ನು ಸಂಪರ್ಕಿಸಬಹುದಾಗಿದೆ ಎಂದು ಸಹಾಯಕ ನಿರ್ದೇಶಕರು (ಗ್ರೇಡ್-1) ಪಿ.ಎಸ್. ಶಿವಣ್ಣ ಪ್ರಕಟಣೆಯಲ್ಲಿ ತಿಳಿಸಿದ್ದಾರೆ.: [54, 755, 399, 934]
collector-portrait: [586, 1871, 744, 2066]
ambiga-text-b: ಮೂಲಕ ಕರ್ನಾಟಕ ಒನ್, ಬೆಂಗಳೂರು ಒನ್, ಗ್ರಾಮ ಒನ್ ಮತ್ತು ಕಾಮನ್ ಸರ್ವೀಸ್ ಸೆಂಟರ್ ಗಳ ಮೂಲಕ ಜೂನ್ 30ರೊಳಗೆ ಆನ್‌ಲೈನ್ ಮೂಲಕ ಅರ್ಜಿ ಸಲ್ಲಿಸಬಹುದಾಗಿದೆ. ಹೆಚ್ಚಿನ ಮಾಹಿತಿಗಾಗಿ ಜಾಲತಾಣ https://: [54, 1374, 399, 1443]
flood-col-1: ತುಮಕೂರು: ಮುಂಗಾರು ಮತ್ತು ಹಿಂಗಾರು ಹಂಗಾಮಿನಲ್ಲಿ ವಾಡಿಕೆಗಿಂತ ಹೆಚ್ಚಿನ ಪ್ರಮಾಣದಲ್ಲಿ ಮಳೆಯಾಗುವ ಸಾಧ್ಯತೆಯಿದೆ ಎಂದು ಭಾರತೀಯ ಹವಾಮಾನ ಇಲಾಖೆ ಮುನ್ಸೂಚನೆ ನೀಡಿರುವುದರಿಂದ ಜಿಲ್ಲೆಯಲ್ಲಿ ನೆರೆ ಪರಿಸ್ಥಿತಿ ಸಂಭವಿಸಿದಲ್ಲಿ ಎದುರಿಸಲು ಅಧಿಕಾರಿಗಳು ಅಗತ್ಯ ಕ್ರಮ ಕೈಗೊಳ್ಳಬೇಕೆಂದು ಜಿಲ್ಲಾಧಿಕಾರಿ ಶುಭ ಕಲ್ಯಾಣ್ ಅಧಿಕಾರಿಗಳಿಗೆ ಸೂಚನೆಗಳನ್ನು ನೀಡಿದ್ದಾರೆ. ಜಿಲ್ಲಾಧಿಕಾರಿಗಳ ಕಚೇರಿ ಸಭಾಂಗಣದಲ್ಲಿ ನಡೆದ ಸಭೆಯಲ್ಲಿ ಮಾತನಾಡಿದ ಅವರು, 2024ರ ಸಾಲಿನಲ್ಲಿ ಜಿಲ್ಲೆಯ ಕುಣಿಗಲ್, ಶಿರಾ, ಕೊರಟಗೆರೆ, ಪಾವಗಡ ಮತ್ತು ಮಧುಗಿರಿ ತಾಲ್ಲೂಕುಗಳಲ್ಲಿ ಹೆಚ್ಚಿನ ಮಳೆಯಾಗಿ ಪ್ರವಾಹ ಪರಿಸ್ಥಿತಿ ಉಂಟಾಗಿತ್ತು.: [412, 1870, 578, 2140]
page-number: ಪುಟ 2: [1454, 63, 1486, 78]
ambiga-url-1[interactable]: www.sevasindhu.karnataka.gov.in: [54, 1374, 285, 1389]
teacher-body: ತುಮಕೂರು: ಶಾಲಾ ಶಿಕ್ಷಣ ಇಲಾಖೆ ತುಮಕೂರು(ದ) ಜಿಲ್ಲಾ ವ್ಯಾಪ್ತಿಯ ಚಿ.ನಾ.ಹಳ್ಳಿ, ಗುಬ್ಬಿ, ಕುಣಿಗಲ್, ತಿಪಟೂರು, ತುರುವೇಕೆರೆ, ತುಮಕೂರು ತಾಲ್ಲೂಕುಗಳಲ್ಲಿ ಖಾಲಿ ಇರುವ ಬಿ.ಆರ್.ಪಿ/ಸಿ.ಆರ್.ಪಿ(ಪ್ರಾಥಮಿಕ) 4 ಹಾಗೂ ಬಿ.ಐ.ಇ.ಆರ್.ಟಿ.(ಪ್ರೌಢ) 12 ವಿಶೇಷ ಶಿಕ್ಷಕರ ಹುದ್ದೆಯನ್ನು ತಾತ್ಕಾಲಿಕವಾಗಿ ನೇರ ಗುತ್ತಿಗೆ ಆಧಾರದ ಮೇಲೆ ಭರ್ತಿ ಮಾಡಿಕೊಳ್ಳಲು ಅರ್ಜಿ ಆಹ್ವಾನಿಸಲಾಗಿದೆ. ವಿಶೇಷ ಶಿಕ್ಷಣದಲ್ಲಿ D.Ed, D.El.Ed, B.Ed ಹಾಗೂ 6 ತಿಂಗಳ training teaching in cross disability area in inclusive education ವಿದ್ಯಾರ್ಹತೆ ಹೊಂದಿರುವ ಅಭ್ಯರ್ಥಿಗಳು ಅರ್ಜಿ ಸಲ್ಲಿಸಬಹುದಾಗಿದೆ. ಆಸಕ್ತ ಅಭ್ಯರ್ಥಿಗಳು ವಿದ್ಯಾರ್ಹತೆಯ ಎಲ್ಲಾ ಅಂಕಪಟ್ಟಿ, ಆರ್‌ಸಿಐ ಪ್ರಮಾಣ ಪತ್ರ ಹಾಗೂ ಇತರ ದಾಖಲೆಗಳೊಂದಿಗೆ ಜೂನ್ 27ರೊಳಗಾಗಿ ಖುದ್ದಾಗಿ ಅಥವಾ ಅಂಚೆ ಮೂಲಕ ಉಪನಿರ್ದೇಶಕರು ಕಚೇರಿಗೆ ಸಲ್ಲಿಸಬೇಕು. ಹೆಚ್ಚಿನ ಮಾಹಿತಿಗಾಗಿ ಸಮಗ್ರ ಶಿಕ್ಷಣ ಕರ್ನಾಟಕ ಕಚೇರಿ, ಸಿ.ಆರ್.ಸಿ. ಅಥವಾ ಡಿ.ವೈ.ಪಿ.ಸಿ. ಕಚೇರಿಯನ್ನು ಸಂಪರ್ಕಿಸಬಹುದು ಎಂದು ಉಪನಿರ್ದೇಶಕರ ಕಾರ್ಯಾಲಯದ ಪ್ರಕಟಣೆಯಲ್ಲಿ ತಿಳಿಸಿದ್ದಾರೆ.: [1121, 979, 1494, 1176]
madivala-text-c: ಅಥವಾ ದೂ.ಸಂ.080-22374832, 8050770004, 8050770005 ಸಂಪರ್ಕಿಸಬಹುದು.: [1121, 1679, 1494, 1712]
youth-headline: ಯುವ ಪರಿವರ್ತಕರ ನೇಮಕಾತಿಗೆ ಅರ್ಜಿ ಆಹ್ವಾನ: [529, 1571, 987, 1606]
section-rule: [1120, 1415, 1494, 1417]
youth-col-1: ತುಮಕೂರು:ಬೆಂಗಳೂರು ನಿಮ್ಹಾನ್ಸ್, ಎಪಿಡಿಮಿಯಾಲಜಿ ವಿಭಾಗದ ಜನ ಆರೋಗ್ಯ ಕೇಂದ್ರ ಹಾಗೂ ಯುವ ಸಬಲೀಕರಣ ಮತ್ತು ಕ್ರೀಡಾ ಇಲಾಖೆಯ ಸಹಯೋಗದಲ್ಲಿ ಯುವ ಸ್ಪಂದನ ಕಾರ್ಯಕ್ರಮದಡಿ ಜಿಲ್ಲೆಯಲ್ಲಿ ಯುವ ಪರಿವರ್ತಕರನ್ನು ನೇಮಕ ಮಾಡಲು ಅರ್ಜಿ ಆಹ್ವಾನಿಸಲಾಗಿದೆ. ಜಿಲ್ಲೆಯ ತುಮಕೂರು, ಚಿಕ್ಕನಾಯಕನಹಳ್ಳಿ, ತಿಪಟೂರು, ಶಿರಾ, ಗುಬ್ಬಿ ಹಾಗೂ ಕುಣಿಗಲ್ ತಾಲ್ಲೂಕುಗಳಿಗೆ ಒಟ್ಟು 6 ಯುವ ಪರಿವರ್ತಕರನ್ನು ಗೌರವಧನ ಆಧಾರದ ಮೇಲೆ ನೇಮಕ ಮಾಡಿಕೊಳ್ಳಲಾಗುವುದು.: [412, 1618, 754, 1724]
collector-photo: [585, 1870, 744, 2066]
madivala-headline-2: ನಿಗಮದಿಂದ ಅರ್ಜಿ ಆಹ್ವಾನ: [1169, 1467, 1445, 1503]
madivala-text-b: ಮೂಲಕ ಗ್ರಾಮ ಒನ್, ಬೆಂಗಳೂರು ಒನ್, ಕರ್ನಾಟಕ ಒನ್ ಮತ್ತು ತುಮಕೂರು ಒನ್ ಸೇವಾಕೇಂದ್ರಗಳ ಮೂಲಕ ಜೂನ್ 30ರೊಳಗೆ ಆನ್‌ಲೈನ್‌ನಲ್ಲಿ ಅರ್ಜಿ ಸಲ್ಲಿಸಬಹುದಾಗಿದೆ. ಹೆಚ್ಚಿನ ಮಾಹಿತಿಗಾಗಿ ನಿಗಮದ ವೆಬ್‌ಸೈಟ್ www.kmmd.: [1121, 1625, 1494, 1675]
skills-headline: ಕೌಶಲ್ಯಯುತ ಜೀವನವೇ ಬದುಕನ್ನು ಸುಂದರವಾಗಿಸುತ್ತದೆ.: [1176, 95, 1438, 162]
ambiga-headline: ಅರ್ಜಿ ಆಹ್ವಾನ: [158, 1201, 291, 1234]
conference-headline: ನಾಳೆಯಿಂದ ಅಂತರಾಷ್ಟ್ರೀಯ ತಾಂತ್ರಿಕ ಸಮ್ಮೇಳನ: [242, 99, 914, 152]
imprint-footer: Printed by: H.S. PARAMESH,7th Cross, Srirama Nagara, Tumakuru-572101,Tumakuru Dist. Karnataka, Published & Owned by: RAGHU A.N,New Extension, Arakere post, Tumakuru-572106, Printed at : SRI LAKSHMI NARASIMHA OFFSET PRINTERS,7th Cross, Srirama Nagara, Tumakuru-572101,Tumakuru Dist. Karnataka. Published at : At New Extension, Arakere post, Tumakuru -572106, Tumakuru Dist, Karnataka. Editor : RAGHU A.N,New Extension, Arakere post, Tumakuru-572106, Tumakuru Dist, Karnataka.: [49, 2349, 1479, 2373]
section-rule: [408, 1561, 1112, 1563]
teacher-headline-2: ಅರ್ಜಿ ಆಹ್ವಾನ: [1238, 931, 1377, 966]
